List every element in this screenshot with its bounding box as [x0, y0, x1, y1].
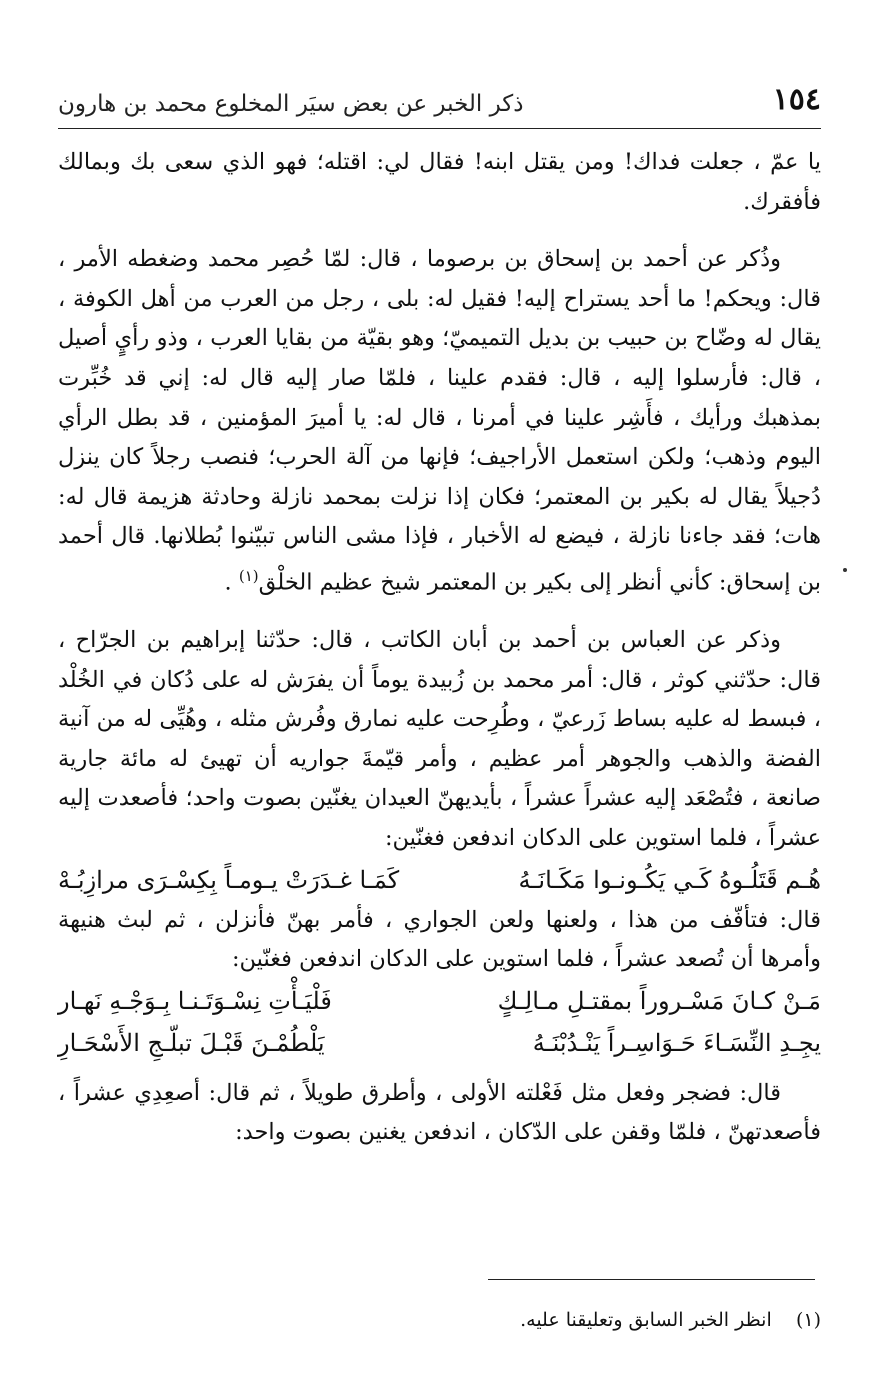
verse-line	[58, 980, 821, 1022]
verse-line	[58, 859, 821, 901]
verse-hemistich-second: كَمَـا غـدَرَتْ يـومـاً بِكِسْـرَى مرازِبُـهْ	[58, 865, 400, 894]
verse-line	[58, 1022, 821, 1064]
verse-hemistich-first: مَـنْ كـانَ مَسْـروراً بمقتـلِ مـالِـكٍ	[497, 986, 821, 1015]
margin-dot	[843, 568, 847, 572]
verse-hemistich-second: يَلْطُمْـنَ قَبْـلَ تبلّـجِ الأَسْحَـارِ	[58, 1028, 325, 1057]
footnote-divider	[488, 1279, 815, 1280]
footnote	[520, 1304, 821, 1336]
footnote-reference: (١)	[238, 566, 259, 585]
footnote-marker: (١)	[795, 1309, 821, 1331]
footnote-text: انظر الخبر السابق وتعليقنا عليه.	[520, 1309, 772, 1331]
page-number: ١٥٤	[772, 82, 821, 117]
paragraph-second-group: قال: فتأفّف من هذا ، ولعنها ولعن الجواري ، فأمر بهنّ فأنزلن ، ثم لبث هنيهة وأمرها أن تُصعد عشراً ، فلما استوين على الدكان اندفعن فغنّين:	[58, 906, 821, 973]
paragraph-third-group: قال: فضجر وفعل مثل فَعْلته الأولى ، وأطرق طويلاً ، ثم قال: أصعِدِي عشراً ، فأصعدتهنّ ، فلمّا وقفن على الدّكان ، اندفعن يغنين بصوت واحد:	[58, 1079, 821, 1146]
paragraph-wadah-text: وذُكر عن أحمد بن إسحاق بن برصوما ، قال: لمّا حُصِر محمد وضغطه الأمر ، قال: ويحكم! ما أحد يستراح إليه! فقيل له: بلى ، رجل من العرب من أهل الكوفة ، يقال له وضّاح بن حبيب بن بديل التميميّ؛ وهو بقيّة من بقايا العرب ، وذو رأيٍ أصيل ، قال: فأرسلوا إليه ، قال: فقدم علينا ، فلمّا صار إليه قال له: إني قد خُبِّرت بمذهبك ورأيك ، فأَشِر علينا في أمرنا ، قال له: يا أميرَ المؤمنين ، قد بطل الرأي اليوم وذهب؛ ولكن استعمل الأراجيف؛ فإنها من آلة الحرب؛ فنصب رجلاً كان ينزل دُجيلاً يقال له بكير بن المعتمر؛ فكان إذا نزلت بمحمد نازلة وحادثة هزيمة قال له: هات؛ فقد جاءنا نازلة ، فيضع له الأخبار ، فإذا مشى الناس تبيّنوا بُطلانها. قال أحمد بن إسحاق: كأني أنظر إلى بكير بن المعتمر شيخ عظيم الخلْق	[58, 246, 821, 596]
verse-hemistich-first: هُـم قَتَلُـوهُ كَـي يَكُـونـوا مَكَـانَـهُ	[518, 865, 821, 894]
paragraph-wadah: وذُكر عن أحمد بن إسحاق بن برصوما ، قال: لمّا حُصِر محمد وضغطه الأمر ، قال: ويحكم! ما أحد يستراح إليه! فقيل له: بلى ، رجل من العرب من أهل الكوفة ، يقال له وضّاح بن حبيب بن بديل التميميّ؛ وهو بقيّة من بقايا العرب ، وذو رأيٍ أصيل ، قال: فأرسلوا إليه ، قال: فقدم علينا ، فلمّا صار إليه قال له: إني قد خُبِّرت بمذهبك ورأيك ، فأَشِر علينا في أمرنا ، قال له: يا أميرَ المؤمنين ، قد بطل الرأي اليوم وذهب؛ ولكن استعمل الأراجيف؛ فإنها من آلة الحرب؛ فنصب رجلاً كان ينزل دُجيلاً يقال له بكير بن المعتمر؛ فكان إذا نزلت بمحمد نازلة وحادثة هزيمة قال له: هات؛ فقد جاءنا نازلة ، فيضع له الأخبار ، فإذا مشى الناس تبيّنوا بُطلانها. قال أحمد بن إسحاق: كأني أنظر إلى بكير بن المعتمر شيخ عظيم الخلْق$^{(١)}$ .	[58, 246, 821, 596]
paragraph-kawthar: وذكر عن العباس بن أحمد بن أبان الكاتب ، قال: حدّثنا إبراهيم بن الجرّاح ، قال: حدّثني كوثر ، قال: أمر محمد بن زُبيدة يوماً أن يفرَش له على دُكان في الخُلْد ، فبسط له عليه بساط زَرعيّ ، وطُرِحت عليه نمارق وفُرش مثله ، وهُيِّى له من آنية الفضة والذهب والجوهر أمر عظيم ، وأمر قيّمةَ جواريه أن تهيئ له مائة جارية صانعة ، فتُصْعَد إليه عشراً عشراً ، بأيديهنّ العيدان يغنّين بصوت واحد؛ فأصعدت إليه عشراً ، فلما استوين على الدكان اندفعن فغنّين:	[58, 627, 821, 851]
page-header	[58, 78, 821, 129]
verse-hemistich-first: يجِـدِ النِّسَـاءَ حَـوَاسِـراً يَنْـدُبْنَـهُ	[532, 1028, 821, 1057]
paragraph-continuation: يا عمّ ، جعلت فداك! ومن يقتل ابنه! فقال لي: اقتله؛ فهو الذي سعى بك وبمالك فأفقرك.	[58, 149, 821, 215]
verse-hemistich-second: فَلْيَـأْتِ نِسْـوَتَـنـا بِـوَجْـهِ نَهـار	[58, 986, 332, 1015]
running-title: ذكر الخبر عن بعض سيَر المخلوع محمد بن هارون	[58, 91, 524, 117]
page-body	[58, 143, 821, 1153]
